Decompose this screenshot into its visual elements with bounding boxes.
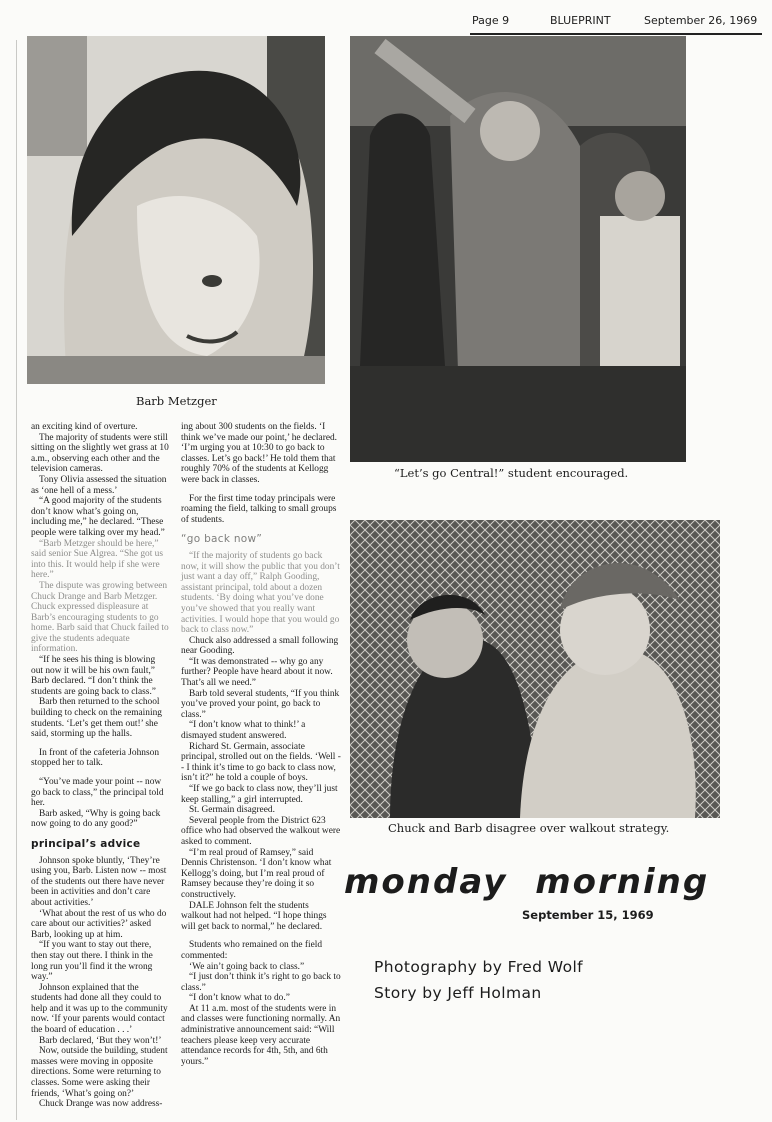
- paragraph: ‘What about the rest of us who do care about our activities?’ asked Barb, looking up at him.: [31, 908, 167, 940]
- story-column-1: [31, 422, 169, 1110]
- story-column-2: [181, 422, 341, 1067]
- paragraph: ‘We ain’t going back to class.”: [189, 961, 305, 972]
- paragraph: Barb then returned to the school building to check on the remaining students. ‘Let’s get them out!’ she said, storming up the halls.: [31, 697, 162, 740]
- paragraph: “I don’t know what to do.”: [189, 993, 290, 1004]
- paragraph: Several people from the District 623 office who had observed the walkout were asked to comment.: [181, 815, 341, 847]
- paragraph: Johnson spoke bluntly, ‘They’re using you, Barb. Listen now -- most of the students out there have never been in activities and don’t care about activities.’: [31, 855, 167, 908]
- paragraph: “I’m real proud of Ramsey,” said Dennis Christenson. ‘I don’t know what Kellogg’s doing, but I’m real proud of Ramsey because they’re doing it so constructively.: [181, 847, 332, 900]
- paragraph: St. Germain disagreed.: [189, 805, 275, 816]
- subheading: “go back now”: [181, 533, 263, 546]
- crowd-photo: [350, 36, 686, 462]
- paragraph: The majority of students were still sitting on the slightly wet grass at 10 a.m., observing each other and the television cameras.: [31, 432, 169, 475]
- paragraph: Now, outside the building, student masses were moving in opposite directions. Some were returning to classes. Some were asking their friends, ‘What’s going on?’: [31, 1046, 168, 1099]
- photo-credit: Photography by Fred Wolf: [374, 958, 584, 976]
- paragraph: “If the majority of students go back now, it will show the public that you don’t just want a day off,” Ralph Gooding, assistant principal, told about a dozen students. ‘By doing what you’ve done you’ve showed that you really want activities. I would hope that you would go back to class now.”: [181, 550, 340, 636]
- paragraph: Students who remained on the field commented:: [181, 940, 323, 961]
- paragraph: Johnson explained that the students had done all they could to help and it was up to the community now. ‘If your parents would contact the board of education . . .’: [31, 982, 168, 1036]
- paragraph: “You’ve made your point -- now go back to class,” the principal told her.: [31, 777, 164, 809]
- paragraph: “If he sees his thing is blowing out now it will be his own fault,” Barb declared. “I don’t think the students are going back to class.”: [31, 655, 156, 697]
- portrait-photo: [27, 36, 325, 384]
- paragraph: “If we go back to class now, they’ll just keep stalling,” a girl interrupted.: [181, 784, 338, 805]
- paragraph: Chuck also addressed a small following near Gooding.: [181, 635, 339, 657]
- paragraph: Tony Olivia assessed the situation as ‘one hell of a mess.’: [31, 474, 167, 496]
- subheading: principal’s advice: [31, 837, 141, 850]
- paragraph: Richard St. Germain, associate principal, strolled out on the fields. ‘Well -- I think it’s time to go back to class now, isn’t it?” he told a couple of boys.: [181, 741, 341, 784]
- paragraph: “A good majority of the students don’t know what’s going on, including me,” he declared. “These people were talking over my head.”: [31, 496, 165, 538]
- paragraph: At 11 a.m. most of the students were in and classes were functioning normally. An administrative announcement said: “Will teachers please keep very accurate attendance records for 4th, 5th, and 6th yours.”: [181, 1003, 341, 1067]
- page-number: Page 9: [472, 14, 510, 27]
- page-header: [472, 14, 762, 30]
- paragraph: “I just don’t think it’s right to go back to class.”: [181, 972, 341, 993]
- paragraph: Chuck Drange was now address-: [39, 1099, 163, 1110]
- issue-date: September 26, 1969: [644, 14, 758, 27]
- paragraph: “Barb Metzger should be here,” said senior Sue Algrea. “She got us into this. It would help if she were here.”: [31, 538, 164, 581]
- feature-title: monday morning: [344, 862, 710, 902]
- paragraph: “If you want to stay out there, then stay out there. I think in the long run you’ll find it the wrong way.”: [31, 940, 153, 983]
- page-gutter-line: [16, 40, 17, 1120]
- paragraph: “It was demonstrated -- why go any further? People have heard about it now. That’s all we need.”: [181, 656, 333, 689]
- fence-caption: Chuck and Barb disagree over walkout strategy.: [388, 821, 670, 835]
- paragraph: Barb asked, “Why is going back now going to do any good?”: [31, 808, 161, 830]
- story-credit: Story by Jeff Holman: [374, 984, 542, 1002]
- portrait-caption: Barb Metzger: [136, 394, 217, 408]
- paragraph: “I don’t know what to think!’ a dismayed student answered.: [181, 720, 306, 742]
- paragraph: DALE Johnson felt the students walkout had not helped. “I hope things will get back to normal,” he declared.: [181, 900, 327, 932]
- paragraph: an exciting kind of overture.: [31, 422, 138, 432]
- paragraph: Barb declared, ‘But they won’t!’: [39, 1035, 162, 1046]
- fence-photo: [350, 520, 720, 818]
- feature-date: September 15, 1969: [522, 908, 654, 922]
- newspaper-name: BLUEPRINT: [550, 14, 611, 27]
- paragraph: In front of the cafeteria Johnson stopped her to talk.: [31, 747, 160, 769]
- paragraph: Barb told several students, “If you think you’ve proved your point, go back to class.”: [181, 688, 340, 720]
- crowd-caption: “Let’s go Central!” student encouraged.: [394, 466, 629, 480]
- paragraph: For the first time today principals were roaming the field, talking to small groups of students.: [181, 493, 337, 525]
- paragraph: The dispute was growing between Chuck Drange and Barb Metzger. Chuck expressed displeasure at Barb’s encouraging students to go home. Barb said that Chuck failed to give the students adequate information.: [31, 580, 169, 655]
- header-rule: [470, 33, 762, 35]
- paragraph: ing about 300 students on the fields. ‘I think we’ve made our point,’ he declared. ‘I’m urging you at 10:30 to go back to classes. Let’s go back!’ He told them that roughly 70% of the students at Kellogg were back in classes.: [181, 422, 338, 485]
